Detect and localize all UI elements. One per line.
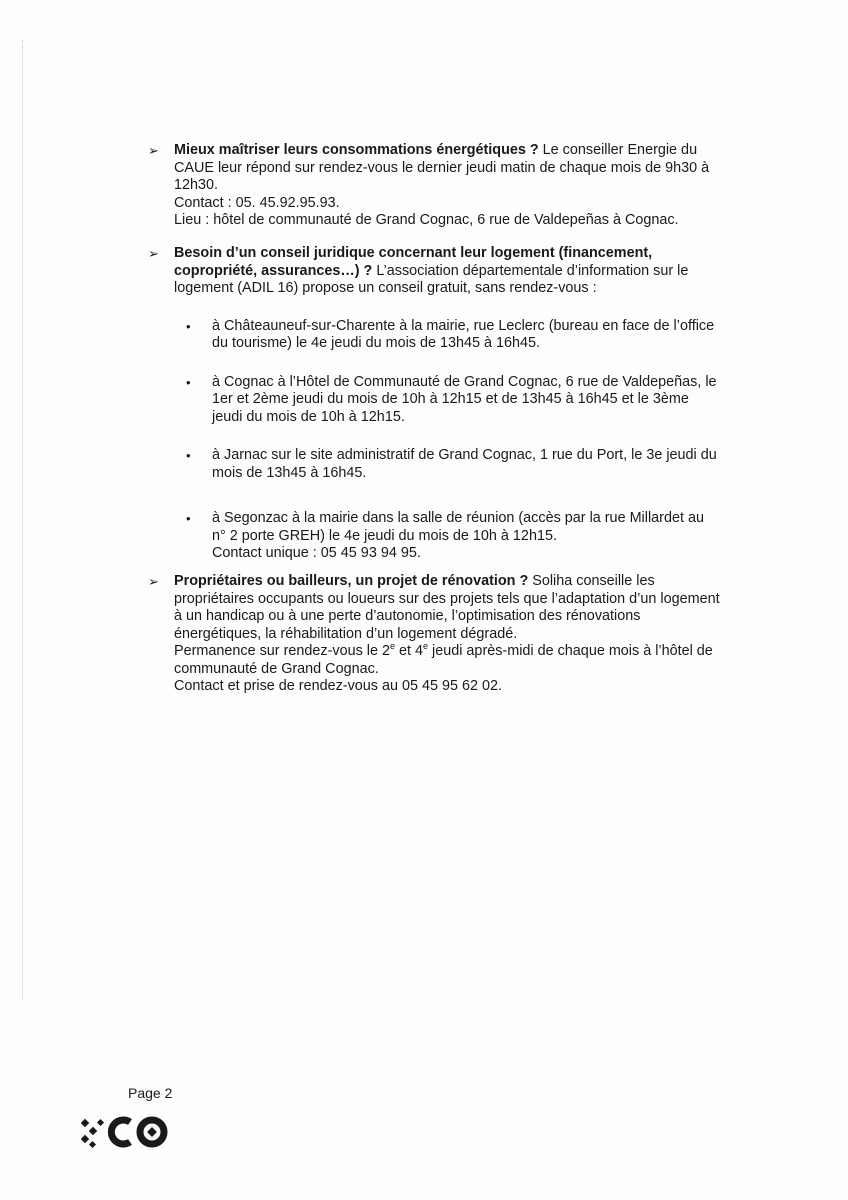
section-renovation-line: communauté de Grand Cognac. [174,660,379,677]
section-energy-contact: Contact : 05. 45.92.95.93. [174,194,340,211]
list-item-line: à Châteauneuf-sur-Charente à la mairie, rue Leclerc (bureau en face de l’office [212,317,715,334]
list-item-line: du tourisme) le 4e jeudi du mois de 13h45 à 16h45. [212,335,541,351]
list-item-line: n° 2 porte GREH) le 4e jeudi du mois de 10h à 12h15. [212,527,557,544]
list-item-line: à Cognac à l’Hôtel de Communauté de Grand Cognac, 6 rue de Valdepeñas, le [212,373,717,390]
section-energy-location: Lieu : hôtel de communauté de Grand Cognac, 6 rue de Valdepeñas à Cognac. [174,212,679,228]
section-renovation-line: propriétaires occupants ou loueurs sur des projets tels que l’adaptation d’un logement [174,590,720,607]
section-legal-lead: copropriété, assurances…) ? [174,262,373,279]
arrow-bullet-icon: ➢ [148,143,159,158]
list-item [186,318,748,353]
permanence-text: jeudi après-midi de chaque mois à l’hôtel de [428,643,713,659]
section-legal-line: L’association départementale d’information sur le [372,262,689,279]
permanence-sup: e [389,641,395,652]
section-energy-line: CAUE leur répond sur rendez-vous le dernier jeudi matin de chaque mois de 9h30 à [174,159,710,176]
permanence-text: et 4 [395,643,424,659]
section-renovation-line: Soliha conseille les [528,573,655,589]
section-legal-lead: Besoin d’un conseil juridique concernant leur logement (financement, [174,245,653,261]
section-renovation-contact: Contact et prise de rendez-vous au 05 45 95 62 02. [174,678,503,694]
list-item [186,447,748,482]
grand-cognac-logo [78,1112,178,1152]
section-legal-line: logement (ADIL 16) propose un conseil gratuit, sans rendez-vous : [174,280,597,296]
section-renovation-line: à un handicap ou à une perte d’autonomie, l’optimisation des rénovations [174,608,641,624]
section-renovation [148,573,748,696]
section-renovation-permanence [174,643,748,661]
section-legal [148,245,748,584]
list-item-line: à Segonzac à la mairie dans la salle de réunion (accès par la rue Millardet au [212,510,704,526]
section-energy-lead: Mieux maîtriser leurs consommations énergétiques ? [174,142,539,158]
page-number: Page 2 [128,1085,173,1101]
list-item [186,374,748,427]
scan-edge-mark [22,40,24,1000]
arrow-bullet-icon: ➢ [148,246,159,261]
section-renovation-lead: Propriétaires ou bailleurs, un projet de rénovation ? [174,573,529,589]
list-item-line: jeudi du mois de 10h à 12h15. [212,408,405,425]
round-bullet-icon: • [186,318,191,334]
section-energy-line: 12h30. [174,177,219,193]
list-item-line: mois de 13h45 à 16h45. [212,464,367,481]
section-energy [148,142,748,230]
round-bullet-icon: • [186,511,191,526]
list-item [186,510,748,563]
section-energy-line: Le conseiller Energie du [538,142,698,158]
legal-locations-list [186,318,748,563]
round-bullet-icon: • [186,448,191,463]
round-bullet-icon: • [186,374,191,390]
list-item-line: à Jarnac sur le site administratif de Grand Cognac, 1 rue du Port, le 3e jeudi du [212,447,717,463]
list-item-contact: Contact unique : 05 45 93 94 95. [212,545,421,561]
permanence-sup: e [423,641,429,652]
permanence-text: Permanence sur rendez-vous le 2 [174,643,390,659]
section-renovation-line: énergétiques, la réhabilitation d’un logement dégradé. [174,625,518,642]
arrow-bullet-icon: ➢ [148,574,159,589]
list-item-line: 1er et 2ème jeudi du mois de 10h à 12h15 et de 13h45 à 16h45 et le 3ème [212,391,689,407]
